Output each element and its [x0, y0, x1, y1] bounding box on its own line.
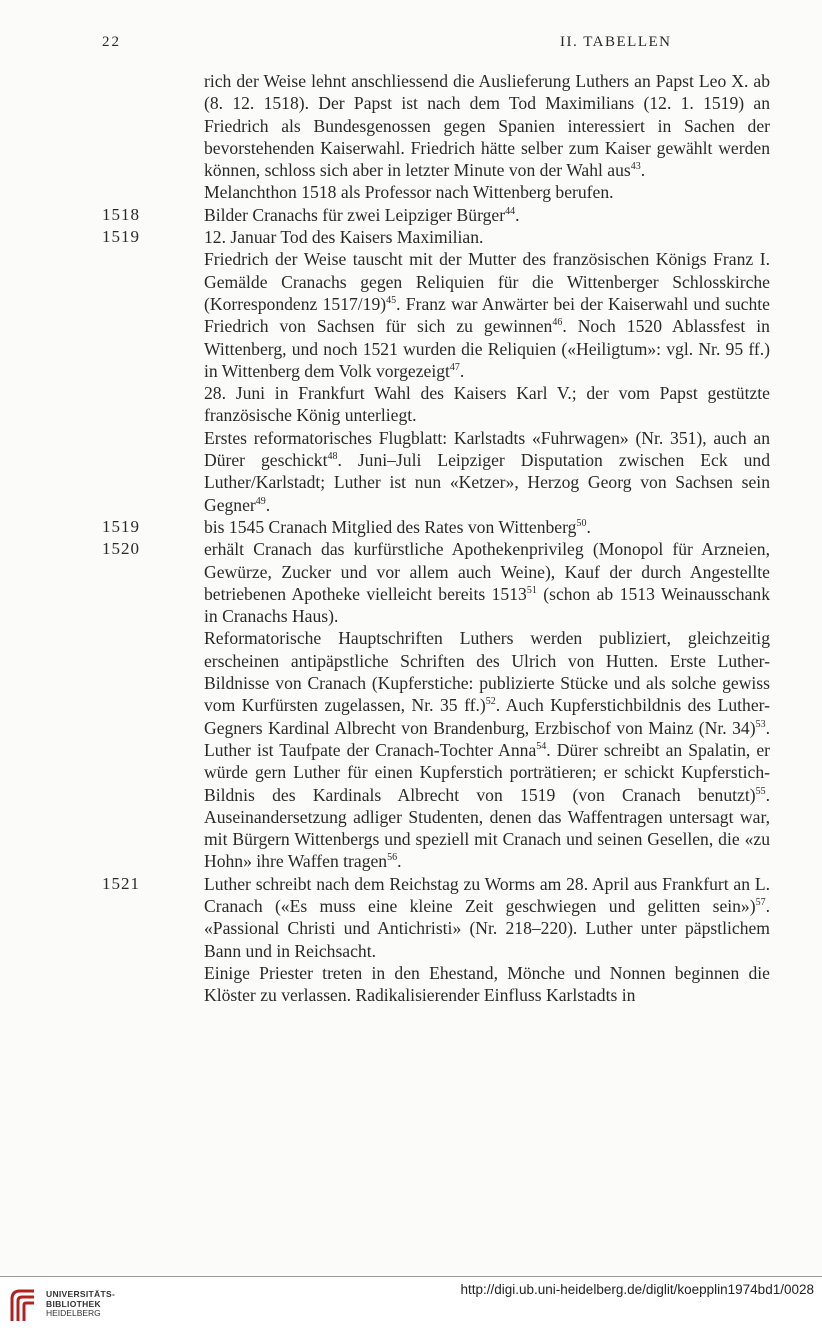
text-segment: Melanchthon 1518 als Professor nach Wittenberg berufen. [204, 182, 614, 203]
logo-line-3: HEIDELBERG [46, 1308, 101, 1318]
footnote-marker: 44 [505, 205, 516, 217]
entry-paragraph [204, 382, 770, 427]
text-segment: . Noch 1520 Ablassfest in Wittenberg, und noch 1521 wurden die Reliquien («Heiligtum»: vgl. Nr. 95 ff.) in Wittenberg dem Volk vorgezeigt [204, 316, 770, 381]
footnote-marker: 43 [630, 161, 641, 173]
text-segment: bis 1545 Cranach Mitglied des Rates von Wittenberg [204, 516, 577, 537]
library-logo-text [46, 1290, 115, 1319]
text-segment: . Auch Kupferstichbildnis des Luther-Gegners Kardinal Albrecht von Brandenburg, Erzbischof von Mainz (Nr. 34) [204, 695, 770, 738]
footnote-marker: 55 [755, 785, 766, 797]
text-segment: (schon ab 1513 Weinausschank in Cranachs Haus). [204, 583, 770, 627]
chronology-entry [102, 516, 770, 538]
entry-paragraph [204, 204, 770, 226]
digitization-footer [0, 1277, 822, 1334]
entry-paragraph [204, 248, 770, 382]
chronology-entry [102, 70, 770, 204]
text-segment: . [586, 516, 591, 537]
text-segment: . Dürer schreibt an Spalatin, er würde gern Luther für einen Kupferstich porträtieren; er schickt Kupferstich-Bildnis des Kardinals Albrecht von 1519 (von Cranach benutzt) [204, 739, 771, 805]
entry-year: 1521 [102, 873, 140, 893]
chronology-table [102, 70, 770, 1006]
entry-year [102, 70, 204, 204]
entry-year: 1520 [102, 539, 140, 559]
text-segment: rich der Weise lehnt anschliessend die Auslieferung Luthers an Papst Leo X. ab (8. 12. 1518). Der Papst ist nach dem Tod Maximilians (12. 1. 1519) an Friedrich als Bundesgenossen gegen Spanien interessiert in Sachen der bevorstehenden Kaiserwahl. Friedrich hätte selber zum Kaiser gewählt werden können, schloss sich aber in letzter Minute von der Wahl aus [204, 71, 770, 181]
footnote-marker: 54 [536, 741, 547, 753]
running-header-title: II. TABELLEN [560, 34, 672, 50]
logo-line-1: UNIVERSITÄTS- [46, 1289, 116, 1299]
text-segment: Erstes reformatorisches Flugblatt: Karlstadts «Fuhrwagen» (Nr. 351), auch an Dürer geschickt [204, 427, 770, 471]
entry-paragraph [204, 962, 770, 1007]
entry-year: 1519 [102, 516, 140, 536]
entry-paragraph [204, 226, 770, 248]
footnote-marker: 45 [386, 295, 397, 307]
text-segment: Einige Priester treten in den Ehestand, Mönche und Nonnen beginnen die Klöster zu verlassen. Radikalisierender Einfluss Karlstadts in [204, 962, 770, 1006]
chronology-entry [102, 204, 770, 226]
text-segment: . Auseinandersetzung adliger Studenten, denen das Waffentragen untersagt war, mit Bürgern Wittenbergs und speziell mit Cranach und seinen Gesellen, die «zu Hohn» ihre Waffen tragen [204, 784, 770, 872]
text-segment: erhält Cranach das kurfürstliche Apothekenprivileg (Monopol für Arzneien, Gewürze, Zucker und vor allem auch Weine), Kauf der durch Angestellte betriebenen Apotheke vielleicht bereits 1513 [204, 539, 770, 604]
footnote-marker: 53 [755, 718, 766, 730]
entry-paragraph [204, 70, 770, 181]
footnote-marker: 52 [485, 696, 496, 708]
entry-text [204, 204, 770, 226]
footnote-marker: 51 [526, 584, 537, 596]
entry-paragraph [204, 516, 770, 538]
entry-paragraph [204, 873, 770, 962]
text-segment: Friedrich der Weise tauscht mit der Mutter des französischen Königs Franz I. Gemälde Cranachs gegen Reliquien für die Wittenberger Schlosskirche (Korrespondenz 1517/19) [204, 249, 770, 314]
entry-year: 1519 [102, 227, 140, 247]
text-segment: Bilder Cranachs für zwei Leipziger Bürger [204, 204, 506, 225]
university-library-logo-icon [8, 1285, 40, 1325]
entry-paragraph [204, 538, 770, 627]
chronology-entry [102, 226, 770, 516]
text-segment: Luther schreibt nach dem Reichstag zu Worms am 28. April aus Frankfurt an L. Cranach («Es muss eine kleine Zeit geschwiegen und gelitten sein») [204, 873, 770, 916]
footnote-marker: 48 [327, 451, 338, 463]
entry-paragraph [204, 181, 770, 203]
footnote-marker: 50 [576, 518, 587, 530]
text-segment: . [397, 851, 402, 872]
chronology-entry [102, 873, 770, 1007]
text-segment: . [459, 360, 465, 381]
text-segment: . «Passional Christi und Antichristi» (Nr. 218–220). Luther unter päpstlichem Bann und in Reichsacht. [204, 895, 770, 961]
page-number: 22 [102, 34, 121, 50]
text-segment: . Juni–Juli Leipziger Disputation zwischen Eck und Luther/Karlstadt; Luther ist nun «Ketzer», Herzog Georg von Sachsen sein Gegner [204, 450, 770, 515]
footnote-marker: 57 [755, 897, 766, 909]
text-segment: . [640, 160, 646, 181]
entry-text [204, 873, 770, 1007]
text-segment: . Franz war Anwärter bei der Kaiserwahl und suchte Friedrich von Sachsen für sich zu gewinnen [204, 293, 770, 337]
entry-text [204, 538, 770, 872]
text-segment: . Luther ist Taufpate der Cranach-Tochter Anna [204, 717, 770, 760]
entry-year: 1518 [102, 204, 140, 224]
entry-text [204, 226, 770, 516]
logo-line-2: BIBLIOTHEK [46, 1298, 101, 1309]
entry-text [204, 70, 770, 204]
entry-paragraph [204, 427, 770, 516]
footnote-marker: 56 [387, 852, 398, 864]
text-segment: 28. Juni in Frankfurt Wahl des Kaisers Karl V.; der vom Papst gestützte französische König unterliegt. [204, 383, 770, 426]
entry-paragraph [204, 627, 770, 872]
text-segment: 12. Januar Tod des Kaisers Maximilian. [204, 227, 484, 248]
entry-text [204, 516, 770, 538]
footnote-marker: 46 [552, 317, 563, 329]
source-url-link[interactable]: http://digi.ub.uni-heidelberg.de/diglit/koepplin1974bd1/0028 [460, 1282, 814, 1297]
chronology-entry [102, 538, 770, 872]
footnote-marker: 47 [449, 362, 460, 373]
footnote-marker: 49 [255, 495, 266, 507]
text-segment: . [515, 204, 520, 225]
text-segment: . [265, 494, 271, 515]
text-segment: Reformatorische Hauptschriften Luthers werden publiziert, gleichzeitig erscheinen antipäpstliche Schriften des Ulrich von Hutten. Erste Luther-Bildnisse von Cranach (Kupferstiche: publizierte Stücke und als solche gewiss vom Kurfürsten zugelassen, Nr. 35 ff.) [204, 628, 770, 716]
